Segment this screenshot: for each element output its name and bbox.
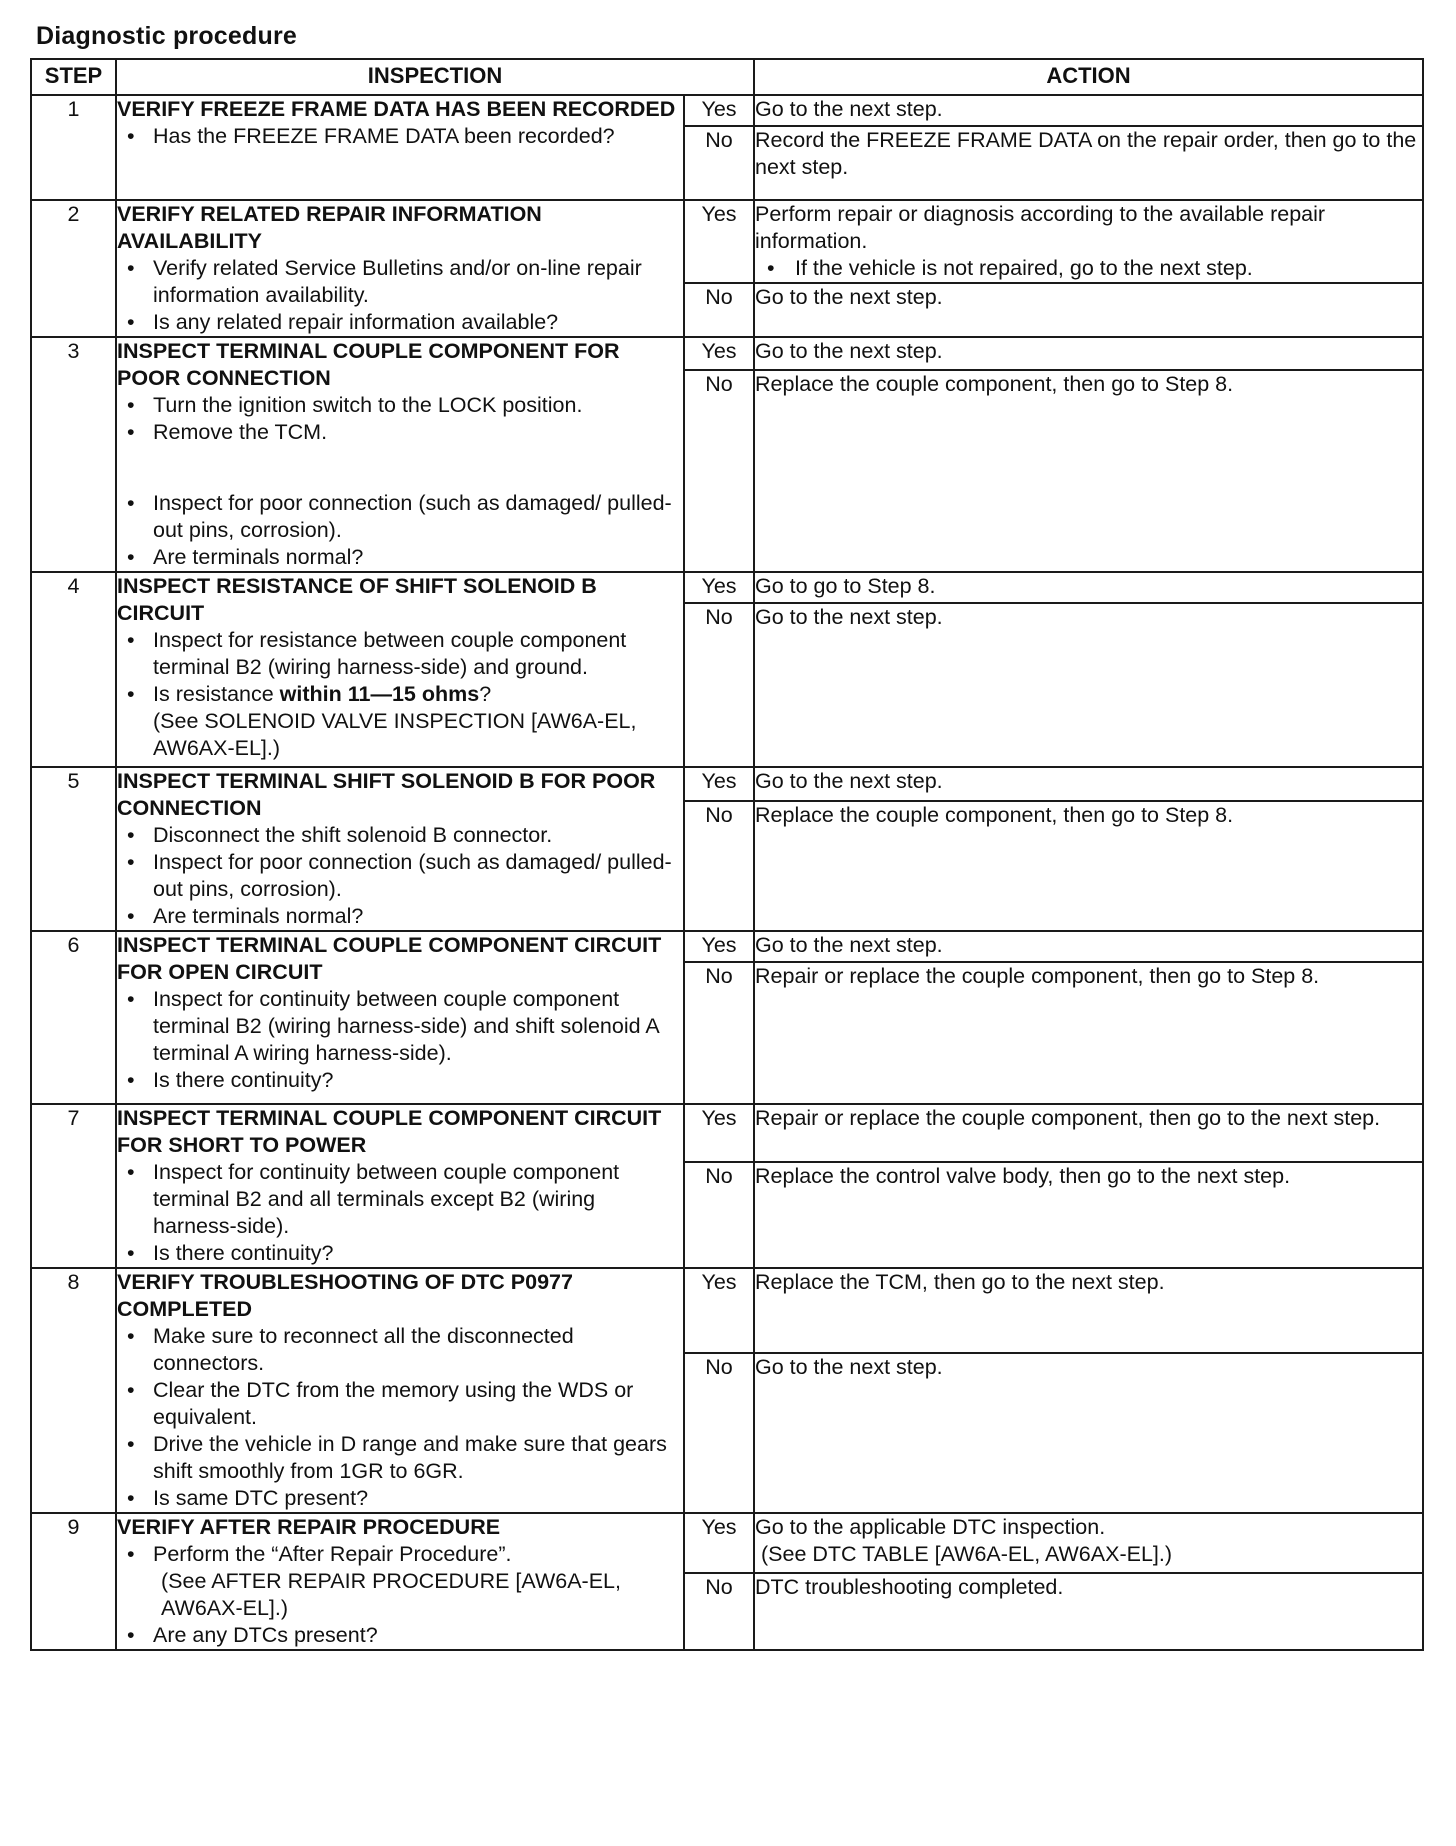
- no-action: [754, 962, 1423, 1104]
- bullet-text: Clear the DTC from the memory using the WDS or equivalent.: [153, 1378, 634, 1429]
- inspection-bullet-list: [117, 255, 683, 336]
- no-label: No: [684, 283, 754, 337]
- bullet-text: Is any related repair information available?: [153, 310, 559, 334]
- inspection-bullet: [117, 681, 683, 708]
- step-row-3-yes: [31, 337, 1423, 370]
- yes-label: Yes: [684, 1513, 754, 1573]
- header-row: [31, 59, 1423, 95]
- inspection-bullet: [117, 903, 683, 930]
- no-action: [754, 801, 1423, 931]
- no-action: [754, 1573, 1423, 1650]
- inspection-cell: [116, 200, 684, 337]
- step-number: 2: [31, 200, 116, 337]
- bullet-text: Perform the “After Repair Procedure”.: [153, 1542, 512, 1566]
- page-title: Diagnostic procedure: [36, 22, 297, 50]
- yes-action: [754, 95, 1423, 126]
- yes-label: Yes: [684, 931, 754, 962]
- inspection-bullet: [117, 822, 683, 849]
- procedure-body: [31, 95, 1423, 1650]
- inspection-bullet-list: [117, 1541, 683, 1649]
- step-row-6-yes: [31, 931, 1423, 962]
- inspection-bullet: [117, 986, 683, 1067]
- step-row-5-yes: [31, 767, 1423, 801]
- no-label: No: [684, 1573, 754, 1650]
- bullet-text: Inspect for continuity between couple component terminal B2 (wiring harness-side) and shift solenoid A terminal A wiring harness-side).: [153, 987, 659, 1065]
- yes-action-text: Go to go to Step 8.: [755, 574, 936, 598]
- inspection-bullet: [117, 1431, 683, 1485]
- no-action-text: Go to the next step.: [755, 605, 943, 629]
- yes-action: [754, 931, 1423, 962]
- yes-action-text: Go to the next step.: [755, 933, 943, 957]
- bullet-text: Is there continuity?: [153, 1068, 334, 1092]
- inspection-title: VERIFY RELATED REPAIR INFORMATION AVAILABILITY: [117, 202, 542, 253]
- bullet-text: Is same DTC present?: [153, 1486, 369, 1510]
- step-number: 1: [31, 95, 116, 200]
- bullet-text: Inspect for continuity between couple component terminal B2 and all terminals except B2 (wiring harness-side).: [153, 1160, 620, 1238]
- inspection-cell: [116, 931, 684, 1104]
- inspection-cell: [116, 1104, 684, 1268]
- no-action: [754, 603, 1423, 767]
- inspection-bullet: [117, 392, 683, 419]
- inspection-bullet: [117, 849, 683, 903]
- no-action: [754, 283, 1423, 337]
- inspection-cell: [116, 337, 684, 572]
- inspection-bullet-list: [117, 392, 683, 571]
- no-label: No: [684, 1353, 754, 1513]
- header-inspection: INSPECTION: [116, 59, 754, 95]
- inspection-bullet: [117, 1240, 683, 1267]
- yes-action: [754, 767, 1423, 801]
- no-label: No: [684, 603, 754, 767]
- yes-label: Yes: [684, 767, 754, 801]
- inspection-bullet: [117, 1377, 683, 1431]
- yes-action: [754, 1268, 1423, 1353]
- header-action: ACTION: [754, 59, 1423, 95]
- no-action-text: Replace the couple component, then go to Step 8.: [755, 803, 1234, 828]
- inspection-title: VERIFY AFTER REPAIR PROCEDURE: [117, 1515, 501, 1539]
- bullet-text: Inspect for poor connection (such as damaged/ pulled-out pins, corrosion).: [153, 850, 672, 901]
- inspection-title: INSPECT TERMINAL COUPLE COMPONENT CIRCUIT FOR SHORT TO POWER: [117, 1106, 662, 1157]
- yes-action-text: Repair or replace the couple component, then go to the next step.: [755, 1106, 1381, 1130]
- no-action-text: Replace the couple component, then go to Step 8.: [755, 372, 1234, 397]
- inspection-bullet-list: [117, 822, 683, 930]
- step-row-4-yes: [31, 572, 1423, 603]
- no-action-text: Record the FREEZE FRAME DATA on the repair order, then go to the next step.: [755, 128, 1417, 179]
- inspection-bullet: [117, 123, 683, 150]
- yes-action: [754, 1104, 1423, 1162]
- step-number: 7: [31, 1104, 116, 1268]
- no-label: No: [684, 370, 754, 572]
- bullet-text: Are terminals normal?: [153, 904, 364, 928]
- yes-action: [754, 200, 1423, 283]
- no-action: [754, 370, 1423, 572]
- step-number: 8: [31, 1268, 116, 1513]
- bullet-text: Disconnect the shift solenoid B connector.: [153, 823, 553, 847]
- inspection-bullet-list: [117, 123, 683, 150]
- step-number: 5: [31, 767, 116, 931]
- inspection-bullet: [117, 544, 683, 571]
- yes-label: Yes: [684, 1104, 754, 1162]
- header-step: STEP: [31, 59, 116, 95]
- inspection-title: INSPECT RESISTANCE OF SHIFT SOLENOID B CIRCUIT: [117, 574, 597, 625]
- no-action: [754, 126, 1423, 200]
- inspection-title: VERIFY TROUBLESHOOTING OF DTC P0977 COMPLETED: [117, 1270, 573, 1321]
- yes-action-text: Replace the TCM, then go to the next step.: [755, 1270, 1165, 1294]
- no-action: [754, 1162, 1423, 1268]
- step-row-7-yes: [31, 1104, 1423, 1162]
- step-number: 3: [31, 337, 116, 572]
- inspection-bullet: [117, 1159, 683, 1240]
- inspection-cell: [116, 767, 684, 931]
- bullet-text: Are terminals normal?: [153, 545, 364, 569]
- yes-label: Yes: [684, 95, 754, 126]
- step-number: 4: [31, 572, 116, 767]
- step-row-8-yes: [31, 1268, 1423, 1353]
- inspection-title: VERIFY FREEZE FRAME DATA HAS BEEN RECORDED: [117, 97, 676, 121]
- inspection-cell: [116, 95, 684, 200]
- bullet-bold-value: within 11—15 ohms: [279, 682, 480, 706]
- step-number: 9: [31, 1513, 116, 1650]
- inspection-bullet: [117, 255, 683, 309]
- yes-action-text: Go to the next step.: [755, 769, 943, 793]
- inspection-bullet-list: [117, 627, 683, 762]
- step-row-1-yes: [31, 95, 1423, 126]
- no-label: No: [684, 126, 754, 200]
- bullet-text: Make sure to reconnect all the disconnected connectors.: [153, 1324, 574, 1375]
- yes-action-text: Go to the next step.: [755, 97, 943, 121]
- bullet-text: Drive the vehicle in D range and make sure that gears shift smoothly from 1GR to 6GR.: [153, 1432, 667, 1483]
- inspection-bullet: [117, 627, 683, 681]
- inspection-bullet: [117, 419, 683, 446]
- inspection-bullet: [117, 1323, 683, 1377]
- diagnostic-procedure-table: [30, 58, 1424, 1651]
- no-action-text: Repair or replace the couple component, then go to Step 8.: [755, 964, 1320, 988]
- step-number: 6: [31, 931, 116, 1104]
- inspection-bullet: [117, 1622, 683, 1649]
- inspection-cell: [116, 572, 684, 767]
- yes-action: [754, 1513, 1423, 1573]
- inspection-bullet-list: [117, 986, 683, 1094]
- yes-label: Yes: [684, 1268, 754, 1353]
- inspection-bullet-list: [117, 1159, 683, 1267]
- yes-action-text: Go to the applicable DTC inspection.: [755, 1515, 1106, 1539]
- yes-action: [754, 572, 1423, 603]
- yes-action-subbullet: • If the vehicle is not repaired, go to the next step.: [755, 255, 1422, 282]
- no-action-text: Go to the next step.: [755, 285, 943, 309]
- yes-label: Yes: [684, 337, 754, 370]
- yes-action: [754, 337, 1423, 370]
- inspection-bullet-list: [117, 1323, 683, 1512]
- inspection-bullet: [117, 1067, 683, 1094]
- no-label: No: [684, 1162, 754, 1268]
- inspection-title: INSPECT TERMINAL COUPLE COMPONENT FOR POOR CONNECTION: [117, 339, 620, 390]
- yes-action-reference: (See DTC TABLE [AW6A-EL, AW6AX-EL].): [761, 1542, 1173, 1566]
- no-label: No: [684, 962, 754, 1104]
- inspection-bullet: [117, 309, 683, 336]
- inspection-title: INSPECT TERMINAL COUPLE COMPONENT CIRCUIT FOR OPEN CIRCUIT: [117, 933, 662, 984]
- bullet-reference-note: (See AFTER REPAIR PROCEDURE [AW6A-EL, AW6AX-EL].): [161, 1569, 621, 1620]
- bullet-text: Has the FREEZE FRAME DATA been recorded?: [153, 124, 615, 148]
- inspection-bullet: [117, 1485, 683, 1512]
- bullet-text: Is resistance: [153, 682, 280, 706]
- bullet-text: Inspect for resistance between couple component terminal B2 (wiring harness-side) and ground.: [153, 628, 627, 679]
- step-row-2-yes: [31, 200, 1423, 283]
- inspection-cell: [116, 1513, 684, 1650]
- yes-label: Yes: [684, 200, 754, 283]
- bullet-text: Is there continuity?: [153, 1241, 334, 1265]
- yes-label: Yes: [684, 572, 754, 603]
- yes-action-text: Go to the next step.: [755, 339, 943, 363]
- step-row-9-yes: [31, 1513, 1423, 1573]
- inspection-bullet: [117, 1541, 683, 1622]
- bullet-text: Are any DTCs present?: [153, 1623, 378, 1647]
- no-action-text: DTC troubleshooting completed.: [755, 1575, 1064, 1600]
- yes-action-text: Perform repair or diagnosis according to the available repair information.: [755, 202, 1326, 253]
- inspection-title: INSPECT TERMINAL SHIFT SOLENOID B FOR POOR CONNECTION: [117, 769, 656, 820]
- bullet-text: Turn the ignition switch to the LOCK position.: [153, 393, 583, 417]
- inspection-bullet: [117, 490, 683, 544]
- bullet-text: Remove the TCM.: [153, 420, 328, 444]
- bullet-text: Inspect for poor connection (such as damaged/ pulled-out pins, corrosion).: [153, 491, 672, 542]
- inspection-cell: [116, 1268, 684, 1513]
- no-action-text: Replace the control valve body, then go to the next step.: [755, 1163, 1291, 1188]
- bullet-text-after: ?: [479, 682, 492, 706]
- bullet-text: Verify related Service Bulletins and/or on-line repair information availability.: [153, 256, 642, 307]
- no-label: No: [684, 801, 754, 931]
- reference-note: (See SOLENOID VALVE INSPECTION [AW6A-EL, AW6AX-EL].): [153, 709, 637, 760]
- no-action-text: Go to the next step.: [755, 1354, 943, 1379]
- no-action: [754, 1353, 1423, 1513]
